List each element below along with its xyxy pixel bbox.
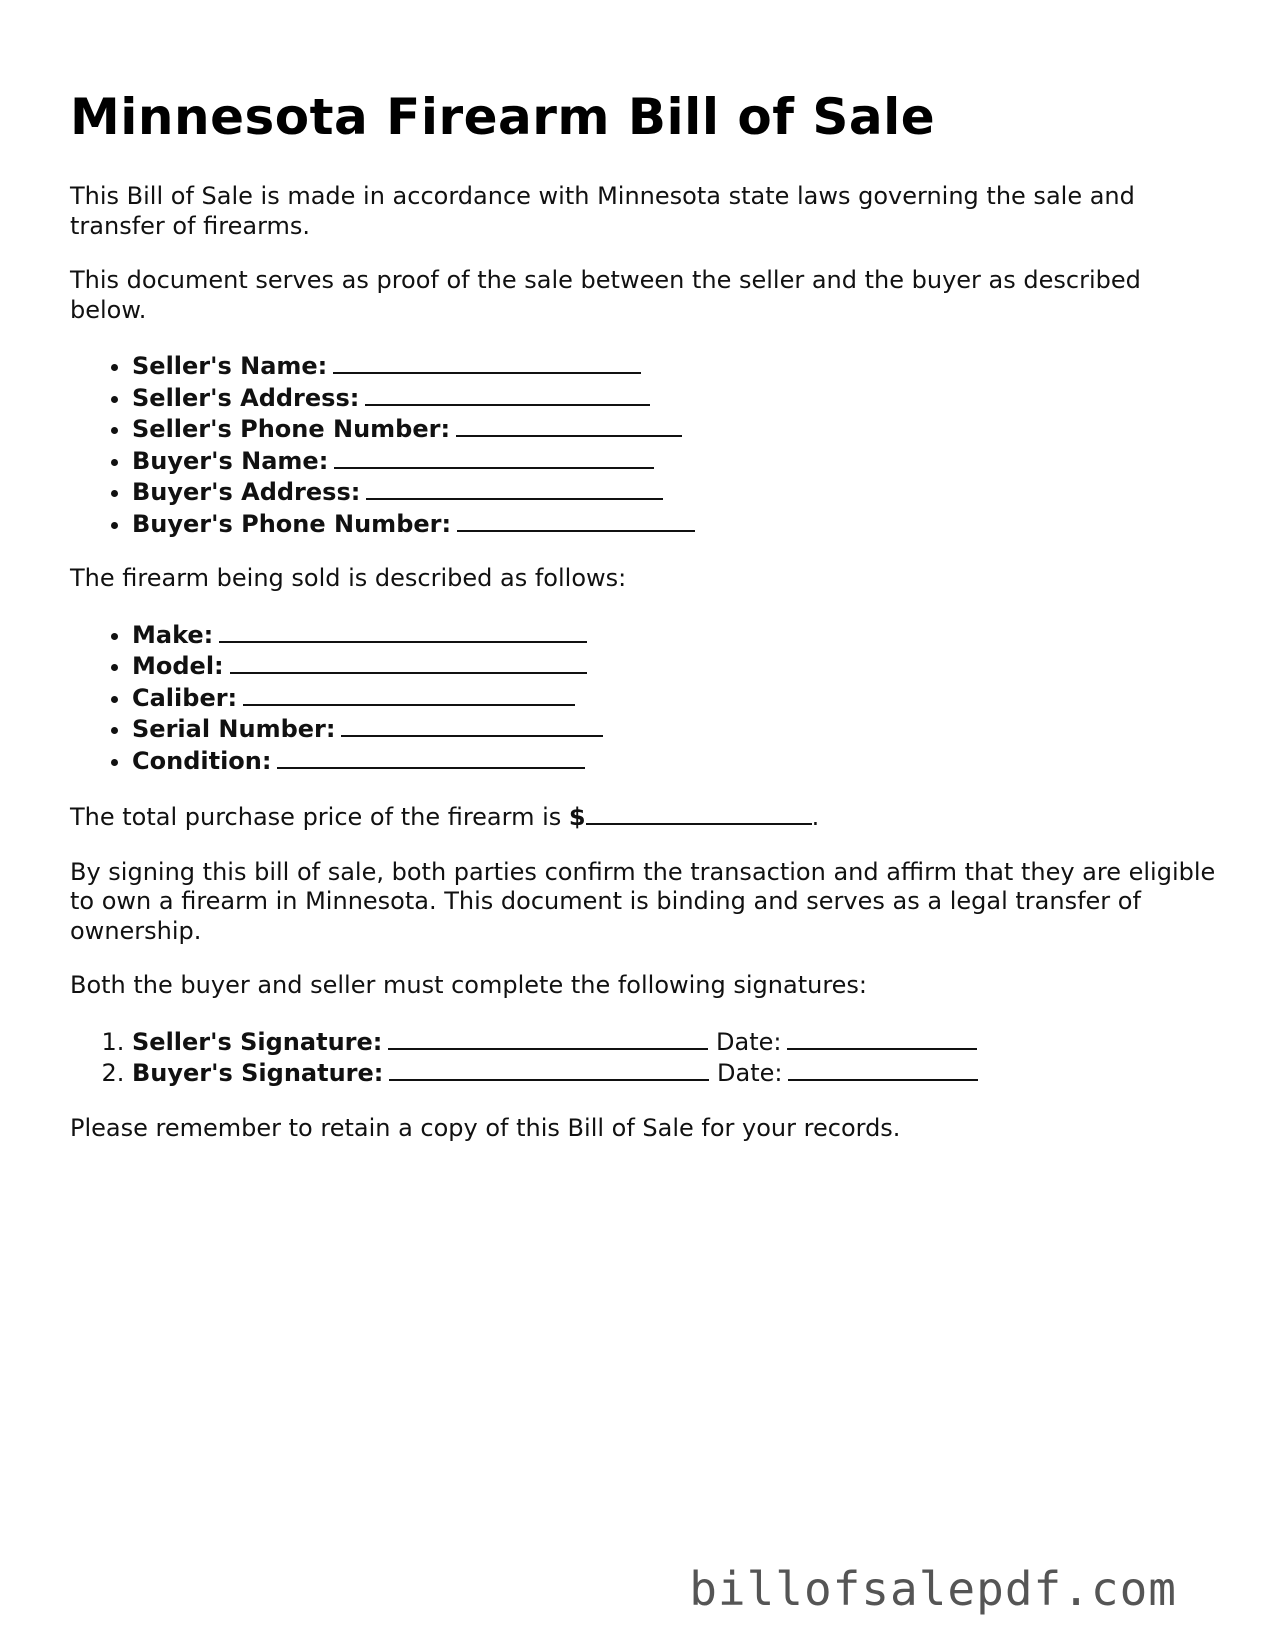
list-item: [132, 745, 1220, 777]
intro-paragraph-2: This document serves as proof of the sale between the seller and the buyer as described below.: [70, 266, 1141, 324]
list-item: [132, 350, 1220, 382]
buyer-name-blank[interactable]: [334, 445, 654, 469]
signatures-list: [70, 1026, 1220, 1089]
field-label: Make:: [132, 620, 214, 649]
field-label: Buyer's Phone Number:: [132, 509, 452, 538]
signature-label: Buyer's Signature:: [132, 1059, 384, 1087]
buyer-date-blank[interactable]: [788, 1057, 978, 1081]
seller-address-blank[interactable]: [365, 382, 650, 406]
date-label: Date:: [716, 1027, 782, 1056]
model-blank[interactable]: [230, 650, 587, 674]
caliber-blank[interactable]: [243, 682, 575, 706]
condition-blank[interactable]: [277, 745, 585, 769]
price-blank[interactable]: [586, 801, 812, 825]
make-blank[interactable]: [219, 619, 587, 643]
seller-name-blank[interactable]: [333, 350, 641, 374]
signature-label: Seller's Signature:: [132, 1027, 383, 1056]
firearm-fields-list: [70, 619, 1220, 777]
price-symbol: $: [568, 803, 586, 831]
watermark: billofsalepdf.com: [689, 1562, 1177, 1616]
list-item: [132, 682, 1220, 714]
field-label: Buyer's Address:: [132, 478, 361, 506]
buyer-signature-blank[interactable]: [389, 1057, 709, 1081]
document-body: [70, 182, 1220, 1168]
list-item: [132, 413, 1220, 445]
buyer-address-blank[interactable]: [366, 476, 663, 500]
list-item: [132, 1057, 1220, 1089]
seller-phone-blank[interactable]: [456, 413, 682, 437]
seller-date-blank[interactable]: [787, 1026, 977, 1050]
party-fields-list: [70, 350, 1220, 539]
field-label: Condition:: [132, 746, 272, 775]
closing-paragraph: Please remember to retain a copy of this Bill of Sale for your records.: [70, 1113, 901, 1142]
document-title: Minnesota Firearm Bill of Sale: [70, 88, 936, 146]
field-label: Model:: [132, 652, 224, 680]
list-item: [132, 619, 1220, 651]
buyer-phone-blank[interactable]: [457, 508, 695, 532]
list-item: [132, 508, 1220, 540]
list-item: [132, 476, 1220, 508]
price-end: .: [811, 803, 820, 831]
seller-signature-blank[interactable]: [388, 1026, 708, 1050]
list-item: [132, 445, 1220, 477]
field-label: Seller's Address:: [132, 383, 360, 412]
affirmation-paragraph: By signing this bill of sale, both parties confirm the transaction and affirm that they are eligible to own a firearm in Minnesota. This document is binding and serves as a legal transfer of ownership.: [70, 857, 1216, 945]
field-label: Seller's Phone Number:: [132, 415, 451, 443]
list-item: [132, 1026, 1220, 1058]
field-label: Serial Number:: [132, 715, 336, 743]
intro-paragraph-1: This Bill of Sale is made in accordance with Minnesota state laws governing the sale and transfer of firearms.: [70, 182, 1135, 240]
firearm-intro: The firearm being sold is described as follows:: [70, 564, 627, 592]
field-label: Caliber:: [132, 683, 238, 712]
price-text: The total purchase price of the firearm is: [70, 803, 562, 831]
list-item: [132, 382, 1220, 414]
signatures-intro: Both the buyer and seller must complete the following signatures:: [70, 971, 868, 999]
price-paragraph: [70, 801, 1220, 833]
field-label: Buyer's Name:: [132, 446, 329, 475]
date-label: Date:: [717, 1059, 783, 1087]
field-label: Seller's Name:: [132, 352, 328, 380]
list-item: [132, 650, 1220, 682]
serial-number-blank[interactable]: [341, 713, 603, 737]
list-item: [132, 713, 1220, 745]
